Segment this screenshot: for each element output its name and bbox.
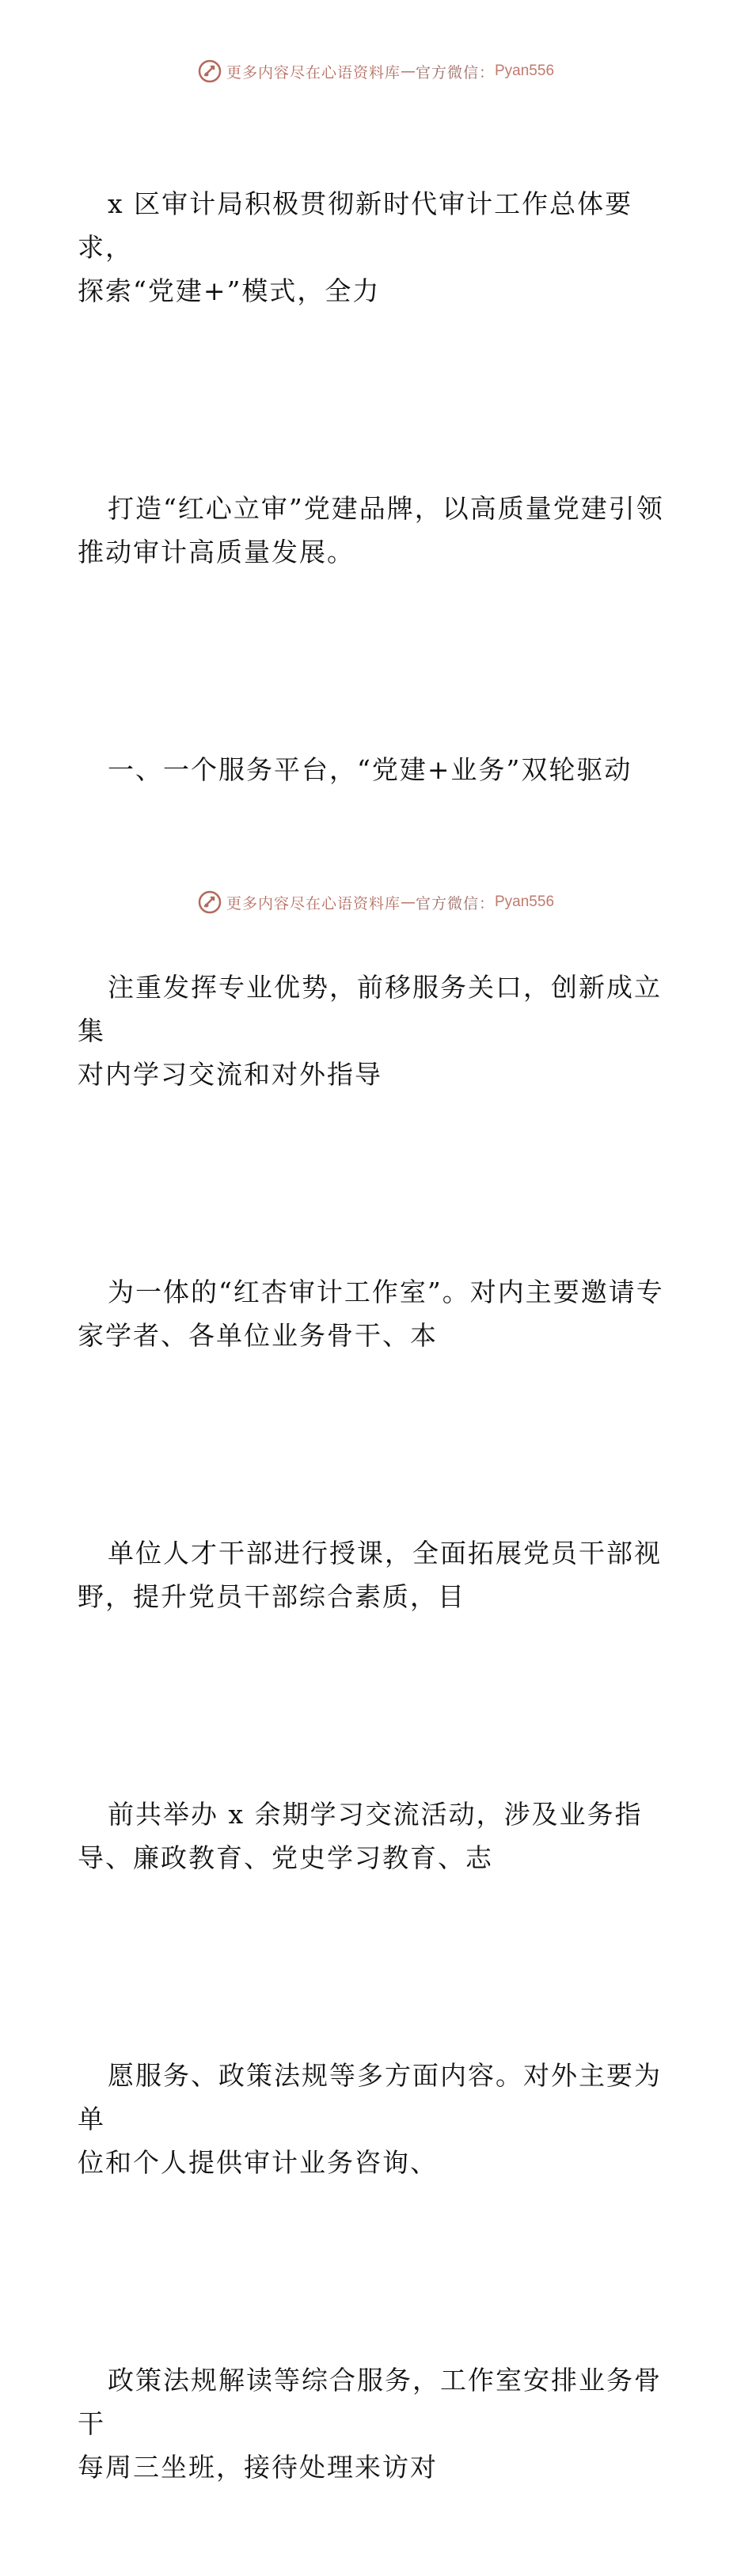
paragraph [78, 400, 679, 661]
logo-icon [198, 59, 222, 83]
watermark-header [0, 55, 752, 87]
watermark-official-label: 官方微信： [415, 63, 495, 82]
text-line: 探索“党建+”模式，全力 [78, 275, 381, 306]
text-line: 单位人才干部进行授课，全面拓展党员干部视 [108, 1538, 662, 1569]
watermark-wechat-id: Pyan556 [495, 63, 555, 79]
paragraph [78, 878, 679, 1183]
text-line: 前共举办 x 余期学习交流活动，涉及业务指 [108, 1799, 643, 1830]
text-line: 打造“红心立审”党建品牌，以高质量党建引领 [108, 493, 664, 524]
text-line: 导、廉政教育、党史学习教育、志 [78, 1842, 493, 1873]
text-line: 愿服务、政策法规等多方面内容。对外主要为单 [78, 2060, 662, 2134]
text-line: 野，提升党员干部综合素质，目 [78, 1581, 465, 1612]
text-line: 对内学习交流和对外指导 [78, 1059, 382, 1090]
text-line: 位和个人提供审计业务咨询、 [78, 2147, 438, 2178]
text-line: 注重发挥专业优势，前移服务关口，创新成立集 [78, 972, 662, 1046]
watermark-official-label: 官方微信： [415, 894, 495, 912]
text-line: 家学者、各单位业务骨干、本 [78, 1320, 438, 1351]
text-line: 推动审计高质量发展。 [78, 537, 355, 567]
paragraph [78, 1705, 679, 1967]
paragraph [78, 1967, 679, 2271]
paragraph [78, 1183, 679, 1444]
text-line: 一、一个服务平台，“党建+业务”双轮驱动 [108, 754, 632, 785]
watermark-wechat-id: Pyan556 [495, 893, 555, 910]
text-line: x 区审计局积极贯彻新时代审计工作总体要求， [78, 188, 633, 263]
text-line: 为一体的“红杏审计工作室”。对内主要邀请专 [108, 1277, 664, 1307]
paragraph [78, 2271, 679, 2576]
paragraph [78, 1444, 679, 1705]
document-body [78, 95, 679, 2576]
section-heading [78, 661, 679, 878]
text-line: 每周三坐班，接待处理来访对 [78, 2452, 438, 2483]
watermark-dash: — [400, 63, 416, 80]
watermark-footer [0, 886, 752, 918]
text-line: 政策法规解读等综合服务，工作室安排业务骨干 [78, 2365, 662, 2439]
watermark-brand: 更多内容尽在心语资料库 [226, 63, 401, 82]
watermark-dash: — [400, 893, 416, 911]
paragraph [78, 95, 679, 400]
logo-icon [198, 890, 222, 914]
watermark-brand: 更多内容尽在心语资料库 [226, 894, 401, 912]
